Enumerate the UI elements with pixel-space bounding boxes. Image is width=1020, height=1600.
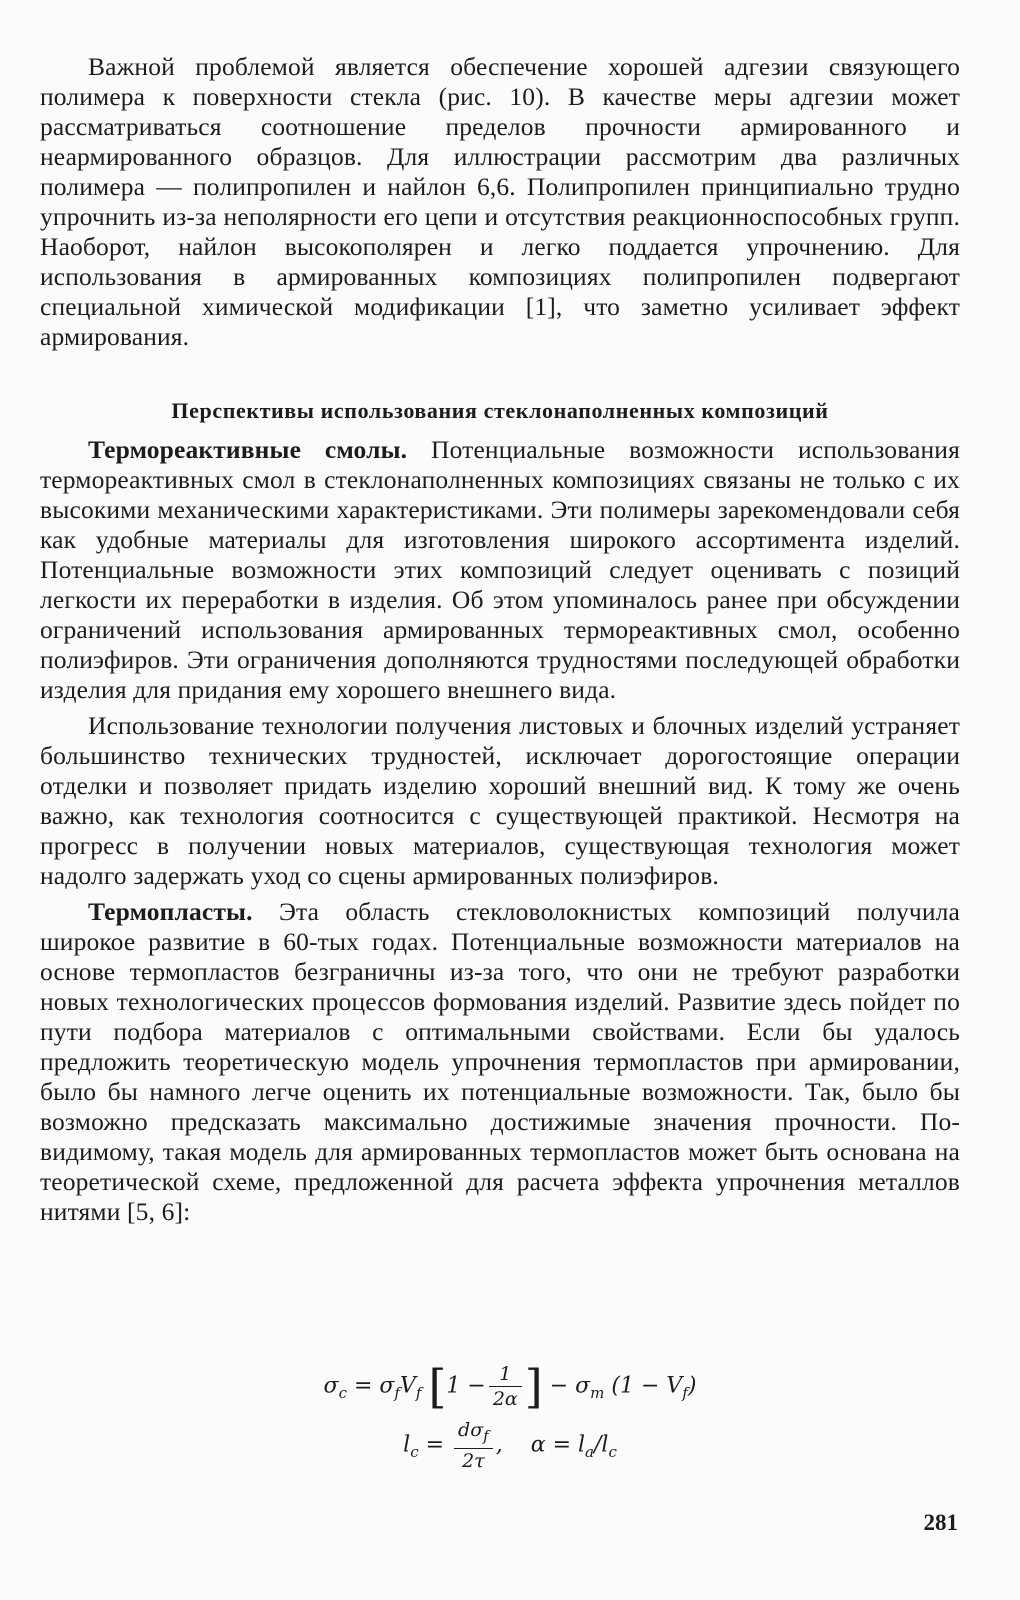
- page-number: 281: [923, 1510, 958, 1535]
- formula1-lhs-sub: c: [338, 1383, 347, 1402]
- formula1-bracket-open: [: [428, 1359, 447, 1414]
- formula1-minus-sigma: − σ: [549, 1373, 591, 1399]
- paragraph-technology: Использование технологии получения листовых и блочных изделий устраняет большинство технических трудностей, исключает дорогостоящие операции отделки и позволяет придать изделию хороший внешний вид. К тому же очень важно, как технология соотносится с существующей практикой. Несмотря на прогресс в получении новых материалов, существующая технология может надолго задержать уход со сцены армированных полиэфиров.: [40, 711, 960, 890]
- paragraph-adhesion: Важной проблемой является обеспечение хорошей адгезии связующего полимера к поверхности стекла (рис. 10). В качестве меры адгезии может рассматриваться соотношение пределов прочности армированного и неармированного образцов. Для иллюстрации рассмотрим два различных полимера — полипропилен и найлон 6,6. Полипропилен принципиально трудно упрочнить из-за неполярности его цепи и отсутствия реакционноспособных групп. Наоборот, найлон высокополярен и легко поддается упрочнению. Для использования в армированных композициях полипропилен подвергают специальной химической модификации [1], что заметно усиливает эффект армирования.: [40, 52, 960, 351]
- formula-strength: [0, 1359, 1020, 1414]
- formula1-one: 1 −: [446, 1373, 486, 1399]
- section-heading: Перспективы использования стеклонаполненных композиций: [171, 398, 829, 423]
- formula1-lhs: σ: [323, 1373, 339, 1399]
- paragraph-thermoplastics-body: Эта область стекловолокнистых композиций получила широкое развитие в 60-тых годах. Потенциальные возможности материалов на основе термопластов безграничны из-за того, что они не требуют разработки новых технологических процессов формования изделий. Развитие здесь пойдет по пути подбора материалов с оптимальными свойствами. Если бы удалось предложить теоретическую модель упрочнения термопластов при армировании, было бы намного легче оценить их потенциальные возможности. Так, было бы возможно предсказать максимально достижимые значения прочности. По-видимому, такая модель для армированных термопластов может быть основана на теоретической схеме, предложенной для расчета эффекта упрочнения металлов нитями [5, 6]:: [40, 897, 960, 1226]
- formula1-sigma-f-sub: f: [394, 1383, 400, 1402]
- formula1-eq: = σ: [346, 1373, 395, 1399]
- formula2-frac-num-text: dσ: [458, 1419, 484, 1441]
- formula2-fraction: [454, 1418, 493, 1473]
- formula2-lhs: l: [403, 1432, 411, 1458]
- formula1-bracket-close: ]: [524, 1359, 543, 1414]
- formula2-frac-num: [454, 1418, 493, 1449]
- formula1-frac-num: 1: [489, 1362, 522, 1387]
- formula2-slash: /l: [593, 1432, 609, 1458]
- paragraph-thermosets: [40, 435, 960, 705]
- text-column: [40, 52, 960, 1227]
- paragraph-lead-thermoplastics: Термопласты.: [88, 897, 253, 926]
- formula2-frac-num-sub: f: [483, 1426, 489, 1445]
- formula2-lhs-sub: c: [410, 1442, 419, 1461]
- formula2-eq: =: [418, 1432, 452, 1458]
- formula2-alpha: α = l: [530, 1432, 586, 1458]
- formula1-frac-den: 2α: [492, 1388, 518, 1410]
- formula1-v: V: [399, 1373, 416, 1399]
- paragraph-thermosets-body: Потенциальные возможности использования термореактивных смол в стеклонаполненных композициях связаны не только с их высокими механическими характеристиками. Эти полимеры зарекомендовали себя как удобные материалы для изготовления широкого ассортимента изделий. Потенциальные возможности этих композиций следует оценивать с позиций легкости их переработки в изделия. Об этом упоминалось ранее при обсуждении ограничений использования армированных термореактивных смол, особенно полиэфиров. Эти ограничения дополняются трудностями последующей обработки изделия для придания ему хорошего внешнего вида.: [40, 435, 960, 704]
- paragraph-lead-thermosets: Термореактивные смолы.: [88, 435, 408, 464]
- formula2-comma: ,: [495, 1432, 503, 1458]
- paragraph-thermoplastics: [40, 897, 960, 1227]
- formula2-frac-den: 2τ: [462, 1449, 485, 1472]
- formula1-tail-open: (1 − V: [604, 1373, 683, 1399]
- formula1-fraction: [489, 1362, 522, 1411]
- formula1-sigma-m-sub: m: [590, 1383, 605, 1402]
- formula1-tail-close: ): [687, 1373, 697, 1399]
- formula2-alpha-sub1: a: [585, 1442, 594, 1461]
- formula1-tail-sub: f: [682, 1383, 688, 1402]
- formula2-alpha-sub2: c: [608, 1442, 617, 1461]
- formula1-v-sub: f: [415, 1383, 422, 1402]
- formula-critical-length: [0, 1418, 1020, 1473]
